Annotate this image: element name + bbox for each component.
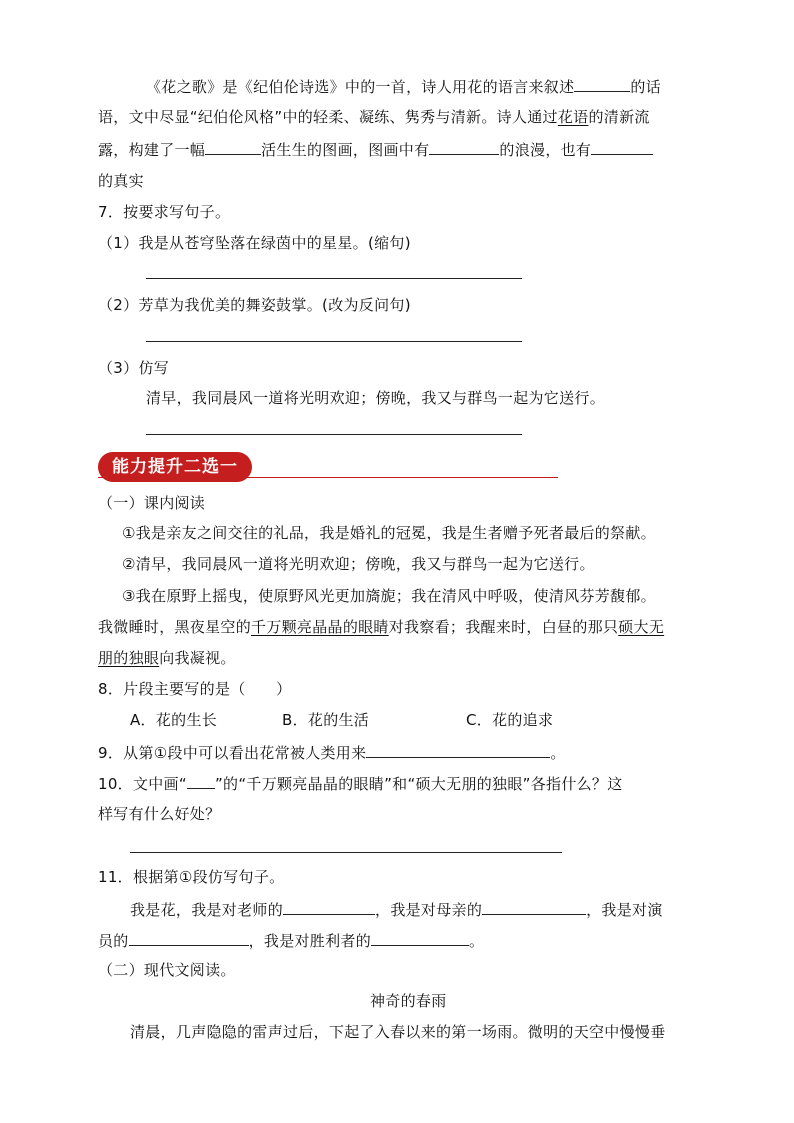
passage-text: 对我察看；我醒来时，白昼的那只	[388, 618, 619, 636]
answer-line[interactable]	[146, 278, 522, 279]
reading-1-para-1: ①我是亲友之间交往的礼品，我是婚礼的冠冕，我是生者赠予死者最后的祭献。	[122, 524, 656, 542]
question-11-line-1	[130, 898, 663, 921]
intro-text: 的话	[630, 78, 662, 96]
intro-line-1	[146, 75, 661, 98]
option-a[interactable]: A．花的生长	[130, 711, 218, 729]
fill-blank[interactable]	[371, 929, 469, 946]
answer-line[interactable]	[146, 341, 522, 342]
question-text: 员的	[98, 932, 129, 950]
question-text: 10．文中画“	[98, 775, 187, 793]
question-7-item-1: （1）我是从苍穹坠落在绿茵中的星星。(缩句)	[98, 234, 411, 252]
question-text: 。	[550, 744, 566, 762]
fill-blank[interactable]	[429, 138, 499, 155]
intro-line-4: 的真实	[98, 172, 144, 190]
option-c[interactable]: C．花的追求	[466, 711, 554, 729]
underlined-text: 硕大无	[618, 618, 665, 636]
question-text: ”的“千万颗亮晶晶的眼睛”和“硕大无朋的独眼”各指什么？这	[214, 775, 623, 793]
fill-blank[interactable]	[482, 898, 586, 915]
question-11-line-2	[98, 929, 484, 952]
intro-text: 的浪漫，也有	[499, 141, 592, 159]
question-10-line-1	[98, 772, 623, 795]
fill-blank[interactable]	[591, 138, 653, 155]
underlined-text: 千万颗亮晶晶的眼睛	[251, 618, 389, 636]
intro-text: 语，文中尽显“纪伯伦风格”中的轻柔、凝练、隽秀与清新。诗人通过	[98, 108, 558, 126]
question-10-line-2: 样写有什么好处？	[98, 805, 221, 823]
reading-1-para-3-line-1: ③我在原野上摇曳，使原野风光更加旖旎；我在清风中呼吸，使清风芬芳馥郁。	[122, 587, 656, 605]
model-sentence: 清早，我同晨风一道将光明欢迎；傍晚，我又与群鸟一起为它送行。	[146, 389, 606, 407]
question-text: ，我是对母亲的	[375, 901, 483, 919]
intro-line-3	[98, 138, 653, 161]
question-text: 。	[469, 932, 485, 950]
question-9	[98, 741, 566, 764]
reading-2-title: （二）现代文阅读。	[98, 961, 236, 979]
reading-1-title: （一）课内阅读	[98, 494, 206, 512]
intro-line-2	[98, 106, 650, 128]
reading-1-para-3-line-3	[98, 647, 236, 669]
underlined-text: 花语	[557, 108, 589, 126]
fill-blank[interactable]	[129, 929, 249, 946]
passage-heading: 神奇的春雨	[370, 992, 447, 1010]
intro-text: 露，构建了一幅	[98, 141, 206, 159]
underlined-text: 朋的独眼	[98, 649, 160, 667]
question-8-stem: 8．片段主要写的是（ ）	[98, 680, 292, 698]
intro-text: 《花之歌》是《纪伯伦诗选》中的一首，诗人用花的语言来叙述	[146, 78, 575, 96]
question-text: ，我是对演	[586, 901, 663, 919]
fill-blank[interactable]	[283, 898, 375, 915]
answer-line[interactable]	[146, 434, 522, 435]
passage-text: 我微睡时，黑夜星空的	[98, 618, 252, 636]
question-text: 我是花，我是对老师的	[130, 901, 284, 919]
option-b[interactable]: B．花的生活	[282, 711, 370, 729]
question-7-title: 7．按要求写句子。	[98, 203, 231, 221]
reading-2-para-1: 清晨，几声隐隐的雷声过后，下起了入春以来的第一场雨。微明的天空中慢慢垂	[130, 1023, 666, 1041]
passage-text: 向我凝视。	[159, 649, 236, 667]
answer-line[interactable]	[130, 852, 562, 853]
fill-blank[interactable]	[574, 75, 630, 92]
question-text: 9．从第①段中可以看出花常被人类用来	[98, 744, 367, 762]
question-7-item-3: （3）仿写	[98, 359, 170, 377]
intro-text: 的清新流	[588, 108, 650, 126]
reading-1-para-2: ②清早，我同晨风一道将光明欢迎；傍晚，我又与群鸟一起为它送行。	[122, 555, 595, 573]
question-text: ，我是对胜利者的	[248, 932, 372, 950]
question-7-item-2: （2）芳草为我优美的舞姿鼓掌。(改为反问句)	[98, 296, 411, 314]
section-banner: 能力提升二选一	[98, 452, 252, 482]
question-11-stem: 11．根据第①段仿写句子。	[98, 868, 285, 886]
fill-blank[interactable]	[366, 741, 550, 758]
intro-text: 活生生的图画，图画中有	[261, 141, 430, 159]
reading-1-para-3-line-2	[98, 616, 664, 638]
underline-marker	[187, 772, 215, 789]
fill-blank[interactable]	[205, 138, 261, 155]
